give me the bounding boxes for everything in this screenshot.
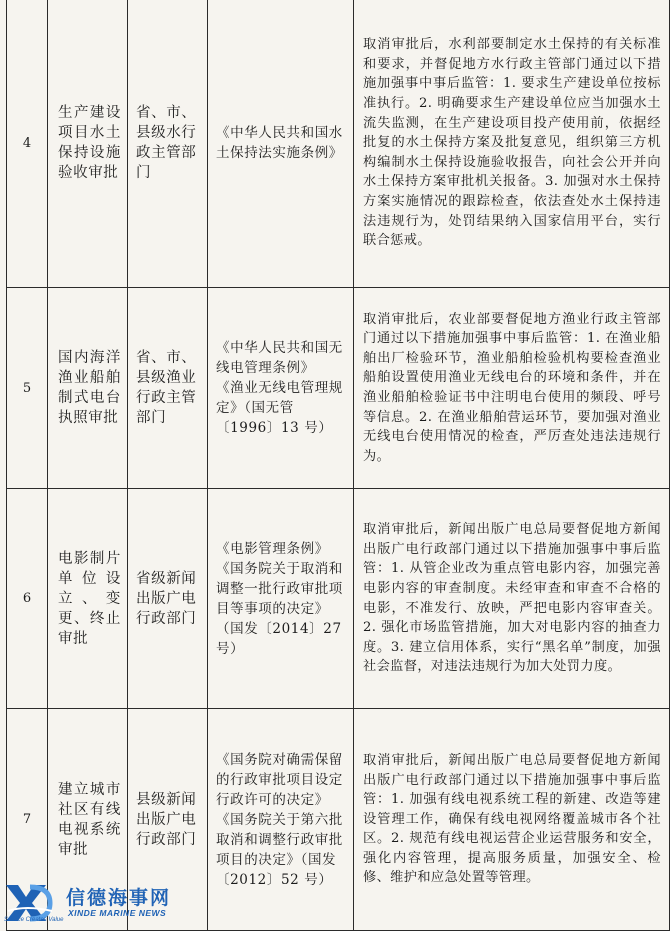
watermark-cn-text: 信德海事网 <box>66 887 172 909</box>
item-measures: 取消审批后，新闻出版广电总局要督促地方新闻出版广电行政部门通过以下措施加强事中事后监管：1. 从管企业改为重点管电影内容，加强完善电影内容的审查制度。未经审查和审查不合格的电影，不准发行、放映，严把电影内容审查关。2. 强化市场监管措施，加大对电影内容的抽查力度。3. 建立信用体系，实行“黑名单”制度，加强社会监督，对违法违规行为加大处罚力度。 <box>354 489 670 709</box>
item-measures: 取消审批后，水利部要制定水土保持的有关标准和要求，并督促地方水行政主管部门通过以下措施加强事中事后监管：1. 要求生产建设单位按标准执行。2. 明确要求生产建设单位应当加强水土流失监测，在生产建设项目投产使用前，依据经批复的水土保持方案及批复意见，组织第三方机构编制水土保持设施验收报告，向社会公开并向水土保持方案审批机关报备。3. 加强对水土保持方案实施情况的跟踪检查，依法查处水土保持违法违规行为，处罚结果纳入国家信用平台，实行联合惩戒。 <box>354 0 670 288</box>
item-department: 省、市、县级渔业行政主管部门 <box>128 288 208 489</box>
table-row <box>7 0 670 288</box>
item-legal-basis: 《中华人民共和国水土保持法实施条例》 <box>208 0 354 288</box>
item-department: 县级新闻出版广电行政部门 <box>128 709 208 931</box>
item-measures: 取消审批后，新闻出版广电总局要督促地方新闻出版广电行政部门通过以下措施加强事中事后监管：1. 加强有线电视系统工程的新建、改造等建设管理工作，确保有线电视网络覆盖城市各个社区。2. 规范有线电视运营企业运营服务和安全，强化内容管理，提高服务质量，加强安全、检修、维护和应急处置等管理。 <box>354 709 670 931</box>
watermark-slogan: Service Creates Value <box>4 917 64 923</box>
item-name: 建立城市社区有线电视系统审批 <box>48 709 128 931</box>
item-name: 生产建设项目水土保持设施验收审批 <box>48 0 128 288</box>
item-legal-basis: 《中华人民共和国无线电管理条例》 《渔业无线电管理规定》（国无管〔1996〕13 号） <box>208 288 354 489</box>
item-number: 4 <box>7 0 48 288</box>
table-row <box>7 489 670 709</box>
item-legal-basis: 《国务院对确需保留的行政审批项目设定行政许可的决定》 《国务院关于第六批取消和调整行政审批项目的决定》（国发〔2012〕52 号） <box>208 709 354 931</box>
item-measures: 取消审批后，农业部要督促地方渔业行政主管部门通过以下措施加强事中事后监管：1. 在渔业船舶出厂检验环节，渔业船舶检验机构要检查渔业船舶设置使用渔业无线电台的环境和条件，并在渔业船舶检验证书中注明电台使用的频段、呼号等信息。2. 在渔业船舶营运环节，要加强对渔业无线电台使用情况的检查，严厉查处违法违规行为。 <box>354 288 670 489</box>
item-number: 7 <box>7 709 48 931</box>
item-name: 国内海洋渔业船舶制式电台执照审批 <box>48 288 128 489</box>
item-name: 电影制片单位设立、变更、终止审批 <box>48 489 128 709</box>
item-number: 6 <box>7 489 48 709</box>
item-department: 省、市、县级水行政主管部门 <box>128 0 208 288</box>
item-legal-basis: 《电影管理条例》 《国务院关于取消和调整一批行政审批项目等事项的决定》（国发〔2014〕27 号） <box>208 489 354 709</box>
watermark <box>4 881 194 925</box>
item-number: 5 <box>7 288 48 489</box>
watermark-en-text: XINDE MARINE NEWS <box>68 908 167 918</box>
table-row <box>7 288 670 489</box>
item-department: 省级新闻出版广电行政部门 <box>128 489 208 709</box>
approval-items-table <box>6 0 670 931</box>
